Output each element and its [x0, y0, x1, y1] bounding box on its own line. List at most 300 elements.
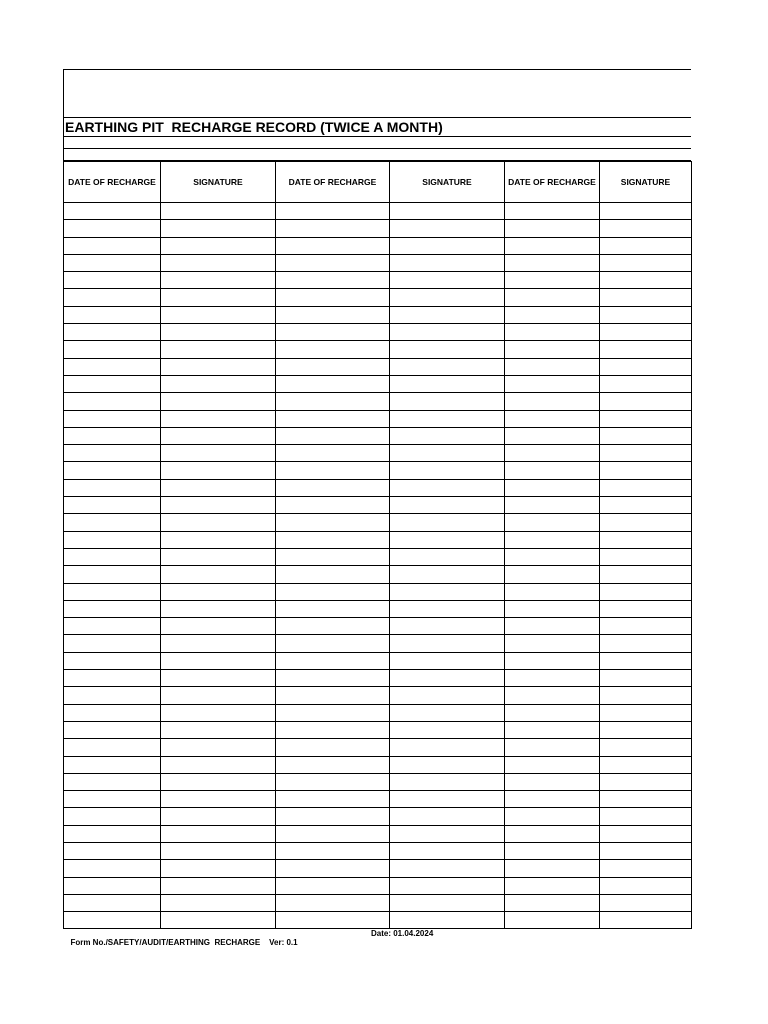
signature-cell[interactable] — [600, 860, 692, 877]
date-cell[interactable] — [276, 635, 390, 652]
date-cell[interactable] — [505, 479, 600, 496]
table-row — [64, 739, 692, 756]
signature-cell[interactable] — [161, 220, 276, 237]
signature-cell[interactable] — [161, 652, 276, 669]
signature-cell[interactable] — [600, 358, 692, 375]
signature-cell[interactable] — [600, 773, 692, 790]
date-cell[interactable] — [505, 618, 600, 635]
signature-cell[interactable] — [390, 808, 505, 825]
signature-cell[interactable] — [161, 583, 276, 600]
date-cell[interactable] — [276, 272, 390, 289]
signature-cell[interactable] — [161, 272, 276, 289]
date-cell[interactable] — [64, 254, 161, 271]
signature-cell[interactable] — [600, 497, 692, 514]
date-cell[interactable] — [505, 808, 600, 825]
date-cell[interactable] — [505, 600, 600, 617]
date-cell[interactable] — [64, 375, 161, 392]
signature-cell[interactable] — [600, 462, 692, 479]
signature-cell[interactable] — [161, 687, 276, 704]
date-cell[interactable] — [64, 445, 161, 462]
signature-cell[interactable] — [390, 479, 505, 496]
date-cell[interactable] — [505, 289, 600, 306]
table-row — [64, 756, 692, 773]
signature-cell[interactable] — [161, 479, 276, 496]
signature-cell[interactable] — [600, 254, 692, 271]
signature-cell[interactable] — [161, 600, 276, 617]
signature-cell[interactable] — [161, 237, 276, 254]
date-cell[interactable] — [505, 427, 600, 444]
signature-cell[interactable] — [390, 272, 505, 289]
signature-cell[interactable] — [161, 427, 276, 444]
table-row — [64, 600, 692, 617]
date-cell[interactable] — [505, 791, 600, 808]
date-cell[interactable] — [276, 756, 390, 773]
signature-cell[interactable] — [600, 341, 692, 358]
date-cell[interactable] — [276, 912, 390, 929]
date-cell[interactable] — [505, 531, 600, 548]
form-date: Date: 01.04.2024 — [371, 929, 434, 938]
date-cell[interactable] — [505, 894, 600, 911]
table-row — [64, 341, 692, 358]
date-cell[interactable] — [64, 756, 161, 773]
signature-cell[interactable] — [161, 548, 276, 565]
signature-cell[interactable] — [390, 531, 505, 548]
date-cell[interactable] — [64, 739, 161, 756]
signature-cell[interactable] — [161, 635, 276, 652]
signature-cell[interactable] — [600, 583, 692, 600]
signature-cell[interactable] — [161, 497, 276, 514]
date-cell[interactable] — [276, 514, 390, 531]
table-row — [64, 203, 692, 220]
date-cell[interactable] — [64, 514, 161, 531]
date-cell[interactable] — [276, 289, 390, 306]
date-cell[interactable] — [505, 670, 600, 687]
signature-cell[interactable] — [600, 324, 692, 341]
table-row — [64, 514, 692, 531]
signature-cell[interactable] — [600, 704, 692, 721]
date-cell[interactable] — [64, 670, 161, 687]
date-cell[interactable] — [64, 912, 161, 929]
date-cell[interactable] — [276, 670, 390, 687]
date-cell[interactable] — [64, 600, 161, 617]
signature-cell[interactable] — [600, 912, 692, 929]
signature-cell[interactable] — [390, 462, 505, 479]
signature-cell[interactable] — [390, 704, 505, 721]
signature-cell[interactable] — [161, 341, 276, 358]
date-cell[interactable] — [276, 808, 390, 825]
date-cell[interactable] — [505, 704, 600, 721]
table-row — [64, 842, 692, 859]
signature-cell[interactable] — [161, 254, 276, 271]
signature-cell[interactable] — [161, 877, 276, 894]
signature-cell[interactable] — [390, 548, 505, 565]
form-title: EARTHING PIT RECHARGE RECORD (TWICE A MONTH) — [64, 118, 691, 137]
signature-cell[interactable] — [600, 237, 692, 254]
date-cell[interactable] — [276, 600, 390, 617]
date-cell[interactable] — [505, 237, 600, 254]
date-cell[interactable] — [64, 427, 161, 444]
signature-cell[interactable] — [161, 358, 276, 375]
date-cell[interactable] — [276, 324, 390, 341]
date-cell[interactable] — [64, 479, 161, 496]
signature-cell[interactable] — [600, 877, 692, 894]
date-cell[interactable] — [276, 237, 390, 254]
signature-cell[interactable] — [390, 894, 505, 911]
signature-cell[interactable] — [161, 912, 276, 929]
signature-cell[interactable] — [390, 375, 505, 392]
signature-cell[interactable] — [390, 306, 505, 323]
date-cell[interactable] — [64, 894, 161, 911]
header-blank-area — [64, 70, 691, 118]
date-cell[interactable] — [64, 842, 161, 859]
signature-cell[interactable] — [161, 860, 276, 877]
date-cell[interactable] — [505, 825, 600, 842]
signature-cell[interactable] — [600, 825, 692, 842]
table-row — [64, 462, 692, 479]
signature-cell[interactable] — [390, 860, 505, 877]
signature-cell[interactable] — [600, 566, 692, 583]
signature-cell[interactable] — [390, 842, 505, 859]
date-cell[interactable] — [276, 427, 390, 444]
table-row — [64, 704, 692, 721]
signature-cell[interactable] — [161, 739, 276, 756]
date-cell[interactable] — [276, 445, 390, 462]
date-cell[interactable] — [64, 203, 161, 220]
date-cell[interactable] — [276, 548, 390, 565]
signature-cell[interactable] — [600, 894, 692, 911]
table-row — [64, 289, 692, 306]
date-cell[interactable] — [505, 497, 600, 514]
signature-cell[interactable] — [600, 427, 692, 444]
signature-cell[interactable] — [161, 566, 276, 583]
date-cell[interactable] — [505, 687, 600, 704]
signature-cell[interactable] — [600, 445, 692, 462]
date-cell[interactable] — [64, 220, 161, 237]
date-cell[interactable] — [505, 254, 600, 271]
date-cell[interactable] — [276, 479, 390, 496]
recharge-table — [63, 161, 692, 929]
date-cell[interactable] — [276, 341, 390, 358]
signature-cell[interactable] — [390, 756, 505, 773]
signature-cell[interactable] — [161, 842, 276, 859]
date-cell[interactable] — [505, 773, 600, 790]
date-cell[interactable] — [276, 791, 390, 808]
date-cell[interactable] — [276, 825, 390, 842]
date-cell[interactable] — [505, 306, 600, 323]
date-cell[interactable] — [64, 324, 161, 341]
date-cell[interactable] — [276, 894, 390, 911]
date-cell[interactable] — [64, 393, 161, 410]
blank-row-1 — [64, 137, 691, 149]
date-cell[interactable] — [276, 410, 390, 427]
date-cell[interactable] — [64, 531, 161, 548]
date-cell[interactable] — [64, 583, 161, 600]
date-cell[interactable] — [276, 842, 390, 859]
signature-cell[interactable] — [161, 618, 276, 635]
signature-cell[interactable] — [390, 358, 505, 375]
signature-cell[interactable] — [600, 791, 692, 808]
signature-cell[interactable] — [600, 548, 692, 565]
signature-cell[interactable] — [161, 721, 276, 738]
date-cell[interactable] — [276, 877, 390, 894]
table-row — [64, 773, 692, 790]
date-cell[interactable] — [505, 739, 600, 756]
signature-cell[interactable] — [600, 652, 692, 669]
signature-cell[interactable] — [390, 566, 505, 583]
signature-cell[interactable] — [161, 410, 276, 427]
column-header-date-1: DATE OF RECHARGE — [64, 162, 161, 203]
date-cell[interactable] — [505, 462, 600, 479]
date-cell[interactable] — [505, 860, 600, 877]
date-cell[interactable] — [276, 721, 390, 738]
date-cell[interactable] — [64, 652, 161, 669]
table-row — [64, 427, 692, 444]
signature-cell[interactable] — [600, 306, 692, 323]
date-cell[interactable] — [276, 393, 390, 410]
signature-cell[interactable] — [161, 670, 276, 687]
date-cell[interactable] — [505, 842, 600, 859]
signature-cell[interactable] — [390, 912, 505, 929]
date-cell[interactable] — [276, 618, 390, 635]
signature-cell[interactable] — [390, 652, 505, 669]
signature-cell[interactable] — [161, 324, 276, 341]
date-cell[interactable] — [505, 566, 600, 583]
signature-cell[interactable] — [161, 393, 276, 410]
date-cell[interactable] — [64, 635, 161, 652]
signature-cell[interactable] — [390, 289, 505, 306]
table-row — [64, 912, 692, 929]
date-cell[interactable] — [64, 272, 161, 289]
signature-cell[interactable] — [161, 375, 276, 392]
signature-cell[interactable] — [390, 203, 505, 220]
table-body — [64, 203, 692, 929]
date-cell[interactable] — [276, 220, 390, 237]
date-cell[interactable] — [64, 808, 161, 825]
signature-cell[interactable] — [161, 445, 276, 462]
date-cell[interactable] — [505, 756, 600, 773]
signature-cell[interactable] — [600, 531, 692, 548]
date-cell[interactable] — [505, 393, 600, 410]
date-cell[interactable] — [276, 306, 390, 323]
signature-cell[interactable] — [161, 306, 276, 323]
date-cell[interactable] — [276, 531, 390, 548]
table-row — [64, 825, 692, 842]
signature-cell[interactable] — [600, 739, 692, 756]
signature-cell[interactable] — [390, 514, 505, 531]
signature-cell[interactable] — [600, 618, 692, 635]
table-row — [64, 237, 692, 254]
date-cell[interactable] — [505, 583, 600, 600]
date-cell[interactable] — [64, 704, 161, 721]
table-row — [64, 860, 692, 877]
signature-cell[interactable] — [161, 756, 276, 773]
signature-cell[interactable] — [390, 635, 505, 652]
signature-cell[interactable] — [390, 670, 505, 687]
signature-cell[interactable] — [161, 773, 276, 790]
date-cell[interactable] — [276, 254, 390, 271]
signature-cell[interactable] — [600, 220, 692, 237]
date-cell[interactable] — [64, 566, 161, 583]
date-cell[interactable] — [64, 860, 161, 877]
column-header-signature-3: SIGNATURE — [600, 162, 692, 203]
signature-cell[interactable] — [600, 600, 692, 617]
table-row — [64, 652, 692, 669]
date-cell[interactable] — [276, 687, 390, 704]
signature-cell[interactable] — [390, 739, 505, 756]
signature-cell[interactable] — [390, 600, 505, 617]
date-cell[interactable] — [64, 687, 161, 704]
signature-cell[interactable] — [390, 773, 505, 790]
signature-cell[interactable] — [600, 479, 692, 496]
date-cell[interactable] — [64, 289, 161, 306]
signature-cell[interactable] — [600, 721, 692, 738]
recharge-record-form — [63, 69, 691, 929]
signature-cell[interactable] — [600, 375, 692, 392]
date-cell[interactable] — [64, 462, 161, 479]
date-cell[interactable] — [64, 548, 161, 565]
signature-cell[interactable] — [390, 220, 505, 237]
date-cell[interactable] — [276, 358, 390, 375]
signature-cell[interactable] — [600, 289, 692, 306]
signature-cell[interactable] — [390, 583, 505, 600]
signature-cell[interactable] — [600, 842, 692, 859]
table-row — [64, 254, 692, 271]
date-cell[interactable] — [64, 410, 161, 427]
signature-cell[interactable] — [390, 877, 505, 894]
date-cell[interactable] — [276, 860, 390, 877]
date-cell[interactable] — [505, 548, 600, 565]
table-row — [64, 687, 692, 704]
date-cell[interactable] — [64, 791, 161, 808]
table-row — [64, 670, 692, 687]
date-cell[interactable] — [64, 877, 161, 894]
signature-cell[interactable] — [161, 704, 276, 721]
signature-cell[interactable] — [161, 894, 276, 911]
date-cell[interactable] — [276, 583, 390, 600]
signature-cell[interactable] — [600, 203, 692, 220]
signature-cell[interactable] — [161, 514, 276, 531]
column-header-signature-1: SIGNATURE — [161, 162, 276, 203]
date-cell[interactable] — [64, 825, 161, 842]
signature-cell[interactable] — [161, 791, 276, 808]
signature-cell[interactable] — [600, 272, 692, 289]
date-cell[interactable] — [276, 773, 390, 790]
date-cell[interactable] — [505, 514, 600, 531]
date-cell[interactable] — [505, 635, 600, 652]
date-cell[interactable] — [276, 375, 390, 392]
date-cell[interactable] — [505, 203, 600, 220]
date-cell[interactable] — [505, 912, 600, 929]
signature-cell[interactable] — [390, 497, 505, 514]
date-cell[interactable] — [505, 375, 600, 392]
table-row — [64, 375, 692, 392]
signature-cell[interactable] — [390, 254, 505, 271]
signature-cell[interactable] — [390, 324, 505, 341]
signature-cell[interactable] — [390, 618, 505, 635]
blank-row-2 — [64, 149, 691, 161]
date-cell[interactable] — [64, 497, 161, 514]
signature-cell[interactable] — [600, 514, 692, 531]
signature-cell[interactable] — [390, 410, 505, 427]
table-row — [64, 566, 692, 583]
signature-cell[interactable] — [390, 341, 505, 358]
date-cell[interactable] — [505, 324, 600, 341]
date-cell[interactable] — [505, 358, 600, 375]
signature-cell[interactable] — [600, 808, 692, 825]
signature-cell[interactable] — [161, 531, 276, 548]
date-cell[interactable] — [276, 203, 390, 220]
date-cell[interactable] — [276, 652, 390, 669]
column-header-date-3: DATE OF RECHARGE — [505, 162, 600, 203]
table-row — [64, 531, 692, 548]
table-row — [64, 894, 692, 911]
signature-cell[interactable] — [600, 410, 692, 427]
signature-cell[interactable] — [390, 393, 505, 410]
date-cell[interactable] — [64, 237, 161, 254]
signature-cell[interactable] — [390, 721, 505, 738]
date-cell[interactable] — [276, 739, 390, 756]
date-cell[interactable] — [276, 566, 390, 583]
date-cell[interactable] — [64, 773, 161, 790]
date-cell[interactable] — [505, 652, 600, 669]
table-row — [64, 306, 692, 323]
table-row — [64, 618, 692, 635]
date-cell[interactable] — [505, 272, 600, 289]
signature-cell[interactable] — [390, 427, 505, 444]
signature-cell[interactable] — [161, 808, 276, 825]
signature-cell[interactable] — [161, 825, 276, 842]
column-header-signature-2: SIGNATURE — [390, 162, 505, 203]
date-cell[interactable] — [64, 358, 161, 375]
date-cell[interactable] — [505, 220, 600, 237]
date-cell[interactable] — [276, 704, 390, 721]
table-row — [64, 635, 692, 652]
table-row — [64, 445, 692, 462]
signature-cell[interactable] — [600, 635, 692, 652]
signature-cell[interactable] — [390, 445, 505, 462]
signature-cell[interactable] — [161, 203, 276, 220]
date-cell[interactable] — [276, 462, 390, 479]
signature-cell[interactable] — [390, 237, 505, 254]
table-row — [64, 358, 692, 375]
date-cell[interactable] — [505, 445, 600, 462]
signature-cell[interactable] — [600, 687, 692, 704]
signature-cell[interactable] — [161, 462, 276, 479]
date-cell[interactable] — [505, 341, 600, 358]
signature-cell[interactable] — [390, 825, 505, 842]
table-row — [64, 324, 692, 341]
signature-cell[interactable] — [390, 687, 505, 704]
signature-cell[interactable] — [390, 791, 505, 808]
signature-cell[interactable] — [161, 289, 276, 306]
signature-cell[interactable] — [600, 393, 692, 410]
date-cell[interactable] — [276, 497, 390, 514]
date-cell[interactable] — [64, 721, 161, 738]
signature-cell[interactable] — [600, 756, 692, 773]
date-cell[interactable] — [505, 410, 600, 427]
date-cell[interactable] — [505, 877, 600, 894]
date-cell[interactable] — [64, 306, 161, 323]
form-footer — [66, 929, 434, 956]
date-cell[interactable] — [64, 341, 161, 358]
table-row — [64, 410, 692, 427]
signature-cell[interactable] — [600, 670, 692, 687]
date-cell[interactable] — [64, 618, 161, 635]
date-cell[interactable] — [505, 721, 600, 738]
table-row — [64, 272, 692, 289]
table-row — [64, 791, 692, 808]
column-header-date-2: DATE OF RECHARGE — [276, 162, 390, 203]
